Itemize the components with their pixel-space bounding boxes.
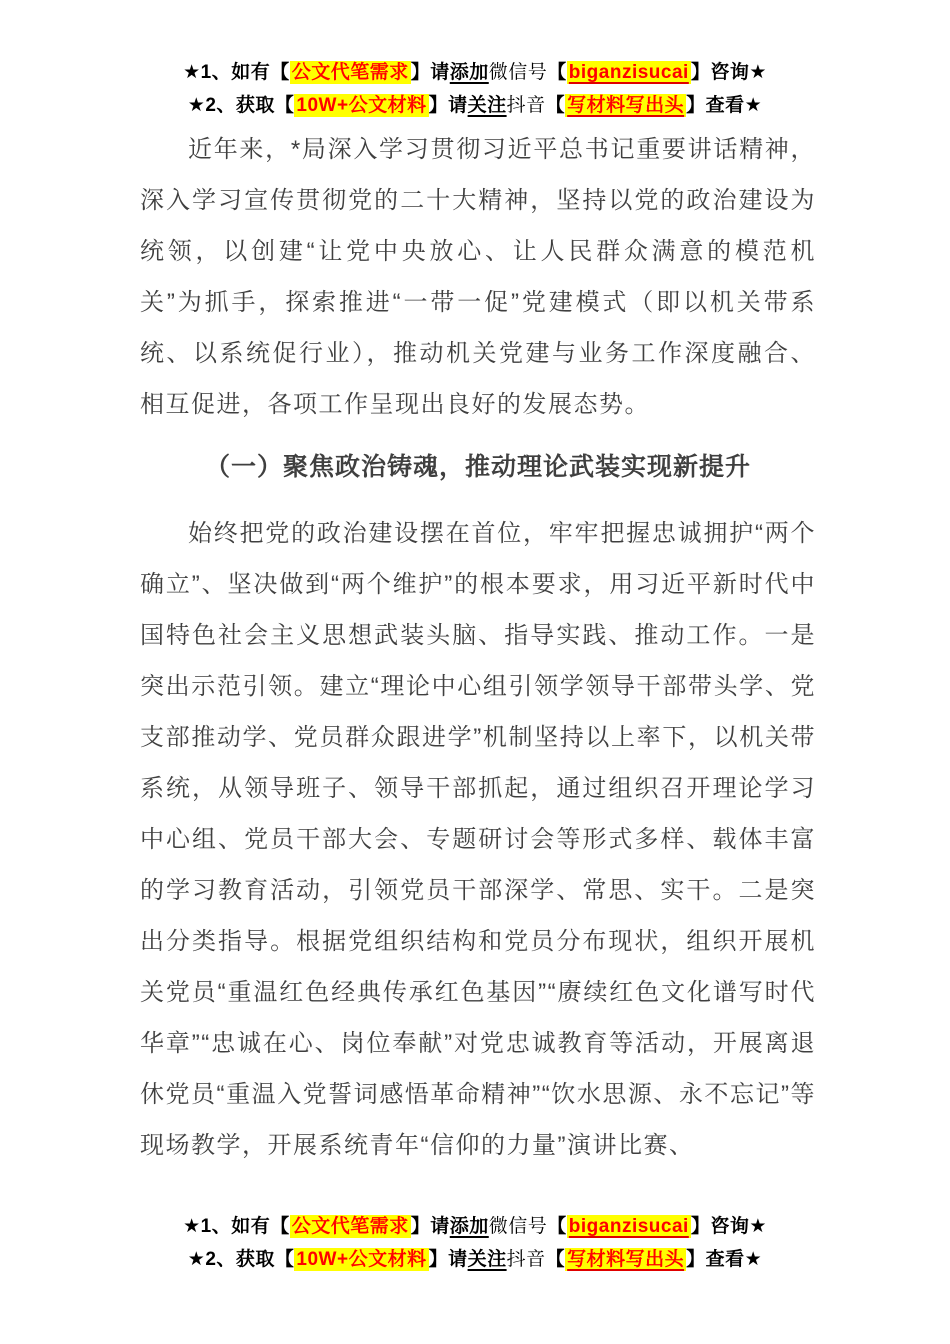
promo-underline-add: 添加 bbox=[449, 62, 489, 83]
paragraph-intro: 近年来，*局深入学习贯彻习近平总书记重要讲话精神，深入学习宣传贯彻党的二十大精神，坚持以党的政治建设为统领，以创建“让党中央放心、让人民群众满意的模范机关”为抓手，探索推进“一带一促”党建模式（即以机关带系统、以系统促行业），推动机关党建与业务工作深度融合、相互促进，各项工作呈现出良好的发展态势。 bbox=[140, 136, 816, 418]
promo-bracket-close: 】请 bbox=[410, 62, 450, 83]
promo-bracket-close: 】请 bbox=[428, 1249, 468, 1270]
promo-wechat-id: biganzisucai bbox=[568, 1216, 689, 1237]
promo-wechat-label: 微信号 bbox=[488, 62, 548, 83]
promo-bracket-open: 【 bbox=[545, 95, 566, 116]
promo-douyin-id: 写材料写出头 bbox=[567, 95, 685, 116]
promo-suffix: 】查看★ bbox=[686, 1249, 763, 1270]
promo-bracket-open: 【 bbox=[547, 1216, 567, 1237]
promo-highlight-materials: 10W+公文材料 bbox=[296, 1249, 427, 1270]
promo-wechat-label: 微信号 bbox=[488, 1216, 548, 1237]
promo-header bbox=[0, 56, 950, 122]
promo-underline-add: 添加 bbox=[449, 1216, 489, 1237]
promo-highlight-service: 公文代笔需求 bbox=[291, 1216, 409, 1237]
promo-underline-follow: 关注 bbox=[467, 1249, 507, 1270]
promo-underline-follow: 关注 bbox=[467, 95, 507, 116]
promo-suffix: 】咨询★ bbox=[690, 1216, 767, 1237]
promo-prefix: ★1、如有【 bbox=[183, 1216, 290, 1237]
promo-header-line-1 bbox=[0, 56, 950, 89]
promo-suffix: 】查看★ bbox=[686, 95, 763, 116]
promo-douyin-id: 写材料写出头 bbox=[567, 1249, 685, 1270]
document-body bbox=[140, 124, 816, 1171]
promo-bracket-close: 】请 bbox=[410, 1216, 450, 1237]
promo-footer-line-2 bbox=[0, 1243, 950, 1276]
promo-bracket-open: 【 bbox=[547, 62, 567, 83]
promo-wechat-id: biganzisucai bbox=[568, 62, 689, 83]
promo-bracket-close: 】请 bbox=[428, 95, 468, 116]
section-heading-1: （一）聚焦政治铸魂，推动理论武装实现新提升 bbox=[204, 453, 751, 481]
promo-bracket-open: 【 bbox=[545, 1249, 566, 1270]
promo-header-line-2 bbox=[0, 89, 950, 122]
promo-douyin-label: 抖音 bbox=[506, 1249, 546, 1270]
promo-highlight-materials: 10W+公文材料 bbox=[296, 95, 427, 116]
promo-prefix: ★1、如有【 bbox=[183, 62, 290, 83]
paragraph-section-1: 始终把党的政治建设摆在首位，牢牢把握忠诚拥护“两个确立”、坚决做到“两个维护”的根本要求，用习近平新时代中国特色社会主义思想武装头脑、指导实践、推动工作。一是突出示范引领。建立“理论中心组引领学领导干部带头学、党支部推动学、党员群众跟进学”机制坚持以上率下，以机关带系统，从领导班子、领导干部抓起，通过组织召开理论学习中心组、党员干部大会、专题研讨会等形式多样、载体丰富的学习教育活动，引领党员干部深学、常思、实干。二是突出分类指导。根据党组织结构和党员分布现状，组织开展机关党员“重温红色经典传承红色基因”“赓续红色文化谱写时代华章”“忠诚在心、岗位奉献”对党忠诚教育等活动，开展离退休党员“重温入党誓词感悟革命精神”“饮水思源、永不忘记”等现场教学，开展系统青年“信仰的力量”演讲比赛、 bbox=[140, 520, 816, 1159]
promo-prefix: ★2、获取【 bbox=[187, 95, 295, 116]
promo-prefix: ★2、获取【 bbox=[187, 1249, 295, 1270]
promo-footer bbox=[0, 1210, 950, 1276]
promo-footer-line-1 bbox=[0, 1210, 950, 1243]
promo-highlight-service: 公文代笔需求 bbox=[291, 62, 409, 83]
promo-douyin-label: 抖音 bbox=[506, 95, 546, 116]
promo-suffix: 】咨询★ bbox=[690, 62, 767, 83]
